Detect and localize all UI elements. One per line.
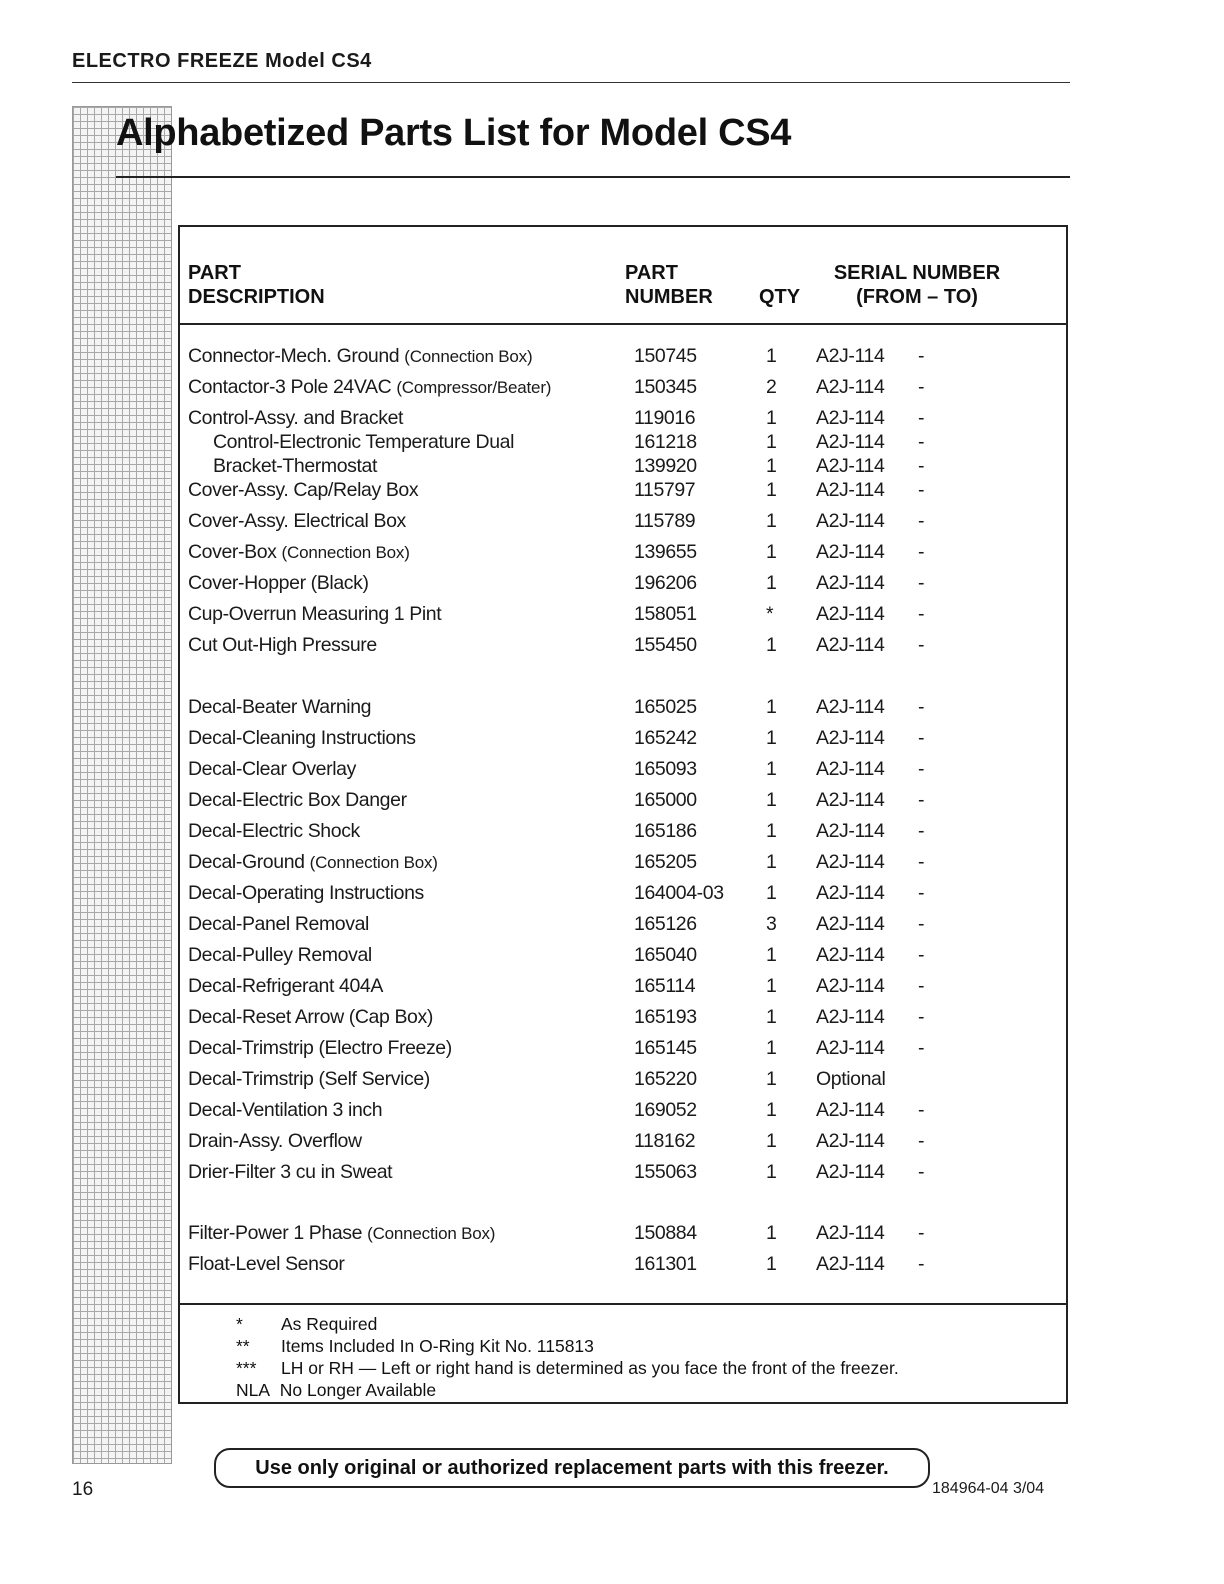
quantity: 1	[766, 634, 777, 656]
table-row	[180, 695, 1066, 719]
title-divider	[116, 176, 1070, 178]
table-row	[180, 1005, 1066, 1029]
grid-decoration	[72, 106, 172, 1464]
table-row	[180, 454, 1066, 478]
serial-from: A2J-114	[816, 944, 885, 966]
table-row	[180, 571, 1066, 595]
part-note: (Connection Box)	[404, 347, 533, 366]
part-description: Decal-Ventilation 3 inch	[188, 1099, 383, 1121]
table-row	[180, 974, 1066, 998]
serial-from: A2J-114	[816, 541, 885, 563]
part-number: 165126	[634, 913, 697, 935]
quantity: *	[766, 603, 774, 625]
serial-to: -	[918, 510, 925, 532]
quantity: 1	[766, 345, 777, 367]
serial-to: -	[918, 345, 925, 367]
serial-from: A2J-114	[816, 1006, 885, 1028]
serial-to: -	[918, 376, 925, 398]
part-number: 119016	[634, 407, 696, 429]
serial-to: -	[918, 727, 925, 749]
part-number: 169052	[634, 1099, 697, 1121]
part-number: 158051	[634, 603, 697, 625]
serial-from: A2J-114	[816, 376, 885, 398]
serial-from: A2J-114	[816, 431, 885, 453]
part-description-cell	[188, 1221, 495, 1246]
part-description: Drier-Filter 3 cu in Sweat	[188, 1161, 393, 1183]
part-description: Cover-Assy. Cap/Relay Box	[188, 479, 419, 501]
table-row	[180, 757, 1066, 781]
part-number: 155450	[634, 634, 697, 656]
table-row	[180, 881, 1066, 905]
part-description: Cover-Box	[188, 541, 277, 563]
part-description: Cut Out-High Pressure	[188, 634, 377, 656]
part-description: Filter-Power 1 Phase	[188, 1222, 363, 1244]
part-number: 165145	[634, 1037, 697, 1059]
serial-to: -	[918, 1130, 925, 1152]
part-number: 115789	[634, 510, 696, 532]
quantity: 1	[766, 727, 777, 749]
serial-from: A2J-114	[816, 820, 885, 842]
part-description: Float-Level Sensor	[188, 1253, 345, 1275]
table-row	[180, 1067, 1066, 1091]
part-description: Cup-Overrun Measuring 1 Pint	[188, 603, 442, 625]
quantity: 2	[766, 376, 777, 398]
table-row	[180, 912, 1066, 936]
serial-to: -	[918, 975, 925, 997]
part-note: (Compressor/Beater)	[396, 378, 552, 397]
part-description: Decal-Refrigerant 404A	[188, 975, 383, 997]
part-number: 165093	[634, 758, 697, 780]
serial-to: -	[918, 407, 925, 429]
serial-from: A2J-114	[816, 407, 885, 429]
quantity: 1	[766, 944, 777, 966]
part-number: 150745	[634, 345, 697, 367]
table-row	[180, 406, 1066, 430]
part-number: 139920	[634, 455, 697, 477]
table-row	[180, 1160, 1066, 1184]
page-number: 16	[72, 1479, 94, 1500]
serial-to: -	[918, 820, 925, 842]
serial-from: A2J-114	[816, 479, 885, 501]
part-description: Decal-Electric Box Danger	[188, 789, 407, 811]
table-row	[180, 1098, 1066, 1122]
serial-to: -	[918, 1253, 925, 1275]
part-number: 165040	[634, 944, 697, 966]
serial-to: -	[918, 541, 925, 563]
serial-to: -	[918, 431, 925, 453]
serial-from: A2J-114	[816, 603, 885, 625]
part-description: Control-Electronic Temperature Dual	[213, 431, 515, 453]
serial-to: -	[918, 1099, 925, 1121]
part-number: 165025	[634, 696, 697, 718]
quantity: 1	[766, 572, 777, 594]
serial-to: -	[918, 1006, 925, 1028]
serial-from: A2J-114	[816, 727, 885, 749]
quantity: 1	[766, 1037, 777, 1059]
table-row	[180, 602, 1066, 626]
part-number: 196206	[634, 572, 697, 594]
serial-from: A2J-114	[816, 1130, 885, 1152]
table-row	[180, 943, 1066, 967]
serial-from: A2J-114	[816, 975, 885, 997]
part-description-cell	[188, 850, 438, 875]
serial-to: -	[918, 572, 925, 594]
quantity: 1	[766, 851, 777, 873]
part-number: 115797	[634, 479, 696, 501]
quantity: 1	[766, 455, 777, 477]
part-description: Decal-Operating Instructions	[188, 882, 424, 904]
quantity: 1	[766, 1253, 777, 1275]
table-row	[180, 430, 1066, 454]
serial-from: A2J-114	[816, 851, 885, 873]
part-description: Connector-Mech. Ground	[188, 345, 400, 367]
part-note: (Connection Box)	[367, 1224, 496, 1243]
quantity: 1	[766, 758, 777, 780]
column-header-description: PART DESCRIPTION	[188, 262, 325, 308]
part-description: Decal-Ground	[188, 851, 305, 873]
part-number: 165114	[634, 975, 696, 997]
part-number: 150345	[634, 376, 697, 398]
part-description: Decal-Reset Arrow (Cap Box)	[188, 1006, 433, 1028]
part-number: 165220	[634, 1068, 697, 1090]
part-number: 150884	[634, 1222, 697, 1244]
part-description-cell	[188, 375, 551, 400]
part-number: 139655	[634, 541, 697, 563]
part-description: Cover-Assy. Electrical Box	[188, 510, 406, 532]
serial-to: -	[918, 1037, 925, 1059]
part-number: 161218	[634, 431, 697, 453]
column-header-part-number: PART NUMBER	[625, 262, 713, 308]
part-description: Decal-Beater Warning	[188, 696, 372, 718]
header-divider	[72, 82, 1070, 83]
part-description: Control-Assy. and Bracket	[188, 407, 404, 429]
serial-to: -	[918, 455, 925, 477]
serial-from: A2J-114	[816, 882, 885, 904]
serial-from: A2J-114	[816, 572, 885, 594]
table-row	[180, 819, 1066, 843]
table-row	[180, 1221, 1066, 1245]
table-row	[180, 1252, 1066, 1276]
serial-from: A2J-114	[816, 634, 885, 656]
part-number: 164004-03	[634, 882, 724, 904]
quantity: 1	[766, 1006, 777, 1028]
serial-from: A2J-114	[816, 1161, 885, 1183]
part-description: Contactor-3 Pole 24VAC	[188, 376, 392, 398]
serial-to: -	[918, 1161, 925, 1183]
quantity: 1	[766, 1222, 777, 1244]
part-number: 165193	[634, 1006, 697, 1028]
part-number: 165186	[634, 820, 697, 842]
serial-from: A2J-114	[816, 913, 885, 935]
part-note: (Connection Box)	[309, 853, 438, 872]
quantity: 1	[766, 789, 777, 811]
table-row	[180, 478, 1066, 502]
part-description: Decal-Panel Removal	[188, 913, 369, 935]
replacement-parts-notice: Use only original or authorized replacement parts with this freezer.	[214, 1448, 930, 1488]
part-description: Drain-Assy. Overflow	[188, 1130, 362, 1152]
document-code: 184964-04 3/04	[932, 1480, 1045, 1497]
part-description: Bracket-Thermostat	[213, 455, 378, 477]
serial-to: -	[918, 913, 925, 935]
part-description: Decal-Clear Overlay	[188, 758, 356, 780]
table-row	[180, 1036, 1066, 1060]
part-number: 165205	[634, 851, 697, 873]
quantity: 1	[766, 820, 777, 842]
quantity: 1	[766, 1068, 777, 1090]
quantity: 1	[766, 696, 777, 718]
serial-from: A2J-114	[816, 789, 885, 811]
table-row	[180, 509, 1066, 533]
serial-to: -	[918, 789, 925, 811]
quantity: 1	[766, 431, 777, 453]
part-number: 161301	[634, 1253, 697, 1275]
serial-to: -	[918, 1222, 925, 1244]
part-description: Decal-Trimstrip (Electro Freeze)	[188, 1037, 452, 1059]
table-row	[180, 344, 1066, 368]
page-title: Alphabetized Parts List for Model CS4	[116, 112, 792, 154]
quantity: 1	[766, 1161, 777, 1183]
serial-from: A2J-114	[816, 758, 885, 780]
serial-from: A2J-114	[816, 1253, 885, 1275]
table-row	[180, 726, 1066, 750]
part-description: Decal-Trimstrip (Self Service)	[188, 1068, 430, 1090]
part-description: Decal-Cleaning Instructions	[188, 727, 416, 749]
serial-from: A2J-114	[816, 510, 885, 532]
header-divider-line	[180, 323, 1066, 325]
column-header-serial-number: SERIAL NUMBER (FROM – TO)	[833, 262, 1001, 308]
parts-table: PART DESCRIPTION PART NUMBER QTY SERIAL NUMBER (FROM – TO) Connector-Mech. Ground (Connection Box) 150745 1 A2J-114 - Contactor-3 Pole 24VAC (Compressor/Beater) 150345 2 A2J-114 - Control-Assy. and Bracket 119016 1 A2J-114 - Control-Electronic Temperature Dual 161218 1 A2J-114 - Bracket-Thermostat 139920 1 A2J-114 - Cover-Assy. Cap/Relay Box 115797 1 A2J-114 - Cover-Assy. Electrical Box 115789 1 A2J-114 - Cover-Box (Connection Box) 139655 1 A2J-114 - Cover-Hopper (Black) 196206 1 A2J-114 - Cup-Overrun Measuring 1 Pint 158051 * A2J-114 - Cut Out-High Pressure 155450 1 A2J-114 - Decal-Beater Warning 165025 1 A2J-114 - Decal-Cleaning Instructions 165242 1 A2J-114 - Decal-Clear Overlay 165093 1 A2J-114 - Decal-Electric Box Danger 165000 1 A2J-114 - Decal-Electric Shock 165186 1 A2J-114 - Decal-Ground (Connection Box) 165205 1 A2J-114 - Decal-Operating Instructions 164004-03 1 A2J-114 - Decal-Panel Removal 165126 3 A2J-114 - Decal-Pulley Removal 165040 1 A2J-114 - Decal-Refrigerant 404A 165114 1 A2J-114 - Decal-Reset Arrow (Cap Box) 165193 1 A2J-114 - Decal-Trimstrip (Electro Freeze) 165145 1 A2J-114 - Decal-Trimstrip (Self Service) 165220 1 Optional Decal-Ventilation 3 inch 169052 1 A2J-114 - Drain-Assy. Overflow 118162 1 A2J-114 - Drier-Filter 3 cu in Sweat 155063 1 A2J-114 - Filter-Power 1 Phase (Connection Box) 150884 1 A2J-114 - Float-Level Sensor 161301 1 A2J-114 - * As Required ** Items Included In O-Ring Kit No. 115813 *** LH or RH — Left or right hand is determined as you face the front of the freezer. NLA No Longer Available	[178, 225, 1068, 1404]
part-description-cell	[188, 344, 532, 369]
column-header-qty: QTY	[759, 286, 801, 308]
table-row	[180, 788, 1066, 812]
serial-to: -	[918, 758, 925, 780]
serial-from: A2J-114	[816, 696, 885, 718]
serial-from: A2J-114	[816, 455, 885, 477]
quantity: 1	[766, 407, 777, 429]
serial-from: A2J-114	[816, 1037, 885, 1059]
quantity: 1	[766, 1130, 777, 1152]
serial-to: -	[918, 696, 925, 718]
quantity: 1	[766, 1099, 777, 1121]
footnote-divider-line	[180, 1303, 1066, 1305]
part-description: Decal-Pulley Removal	[188, 944, 372, 966]
part-number: 155063	[634, 1161, 697, 1183]
quantity: 1	[766, 510, 777, 532]
quantity: 1	[766, 479, 777, 501]
serial-to: -	[918, 634, 925, 656]
serial-to: -	[918, 479, 925, 501]
quantity: 3	[766, 913, 777, 935]
serial-to: -	[918, 882, 925, 904]
table-row	[180, 375, 1066, 399]
part-description-cell	[188, 540, 410, 565]
quantity: 1	[766, 541, 777, 563]
quantity: 1	[766, 882, 777, 904]
serial-from: A2J-114	[816, 345, 885, 367]
serial-from: Optional	[816, 1068, 886, 1090]
table-row	[180, 540, 1066, 564]
part-note: (Connection Box)	[281, 543, 410, 562]
part-description: Cover-Hopper (Black)	[188, 572, 369, 594]
serial-to: -	[918, 851, 925, 873]
part-number: 165242	[634, 727, 697, 749]
table-row	[180, 1129, 1066, 1153]
part-description: Decal-Electric Shock	[188, 820, 360, 842]
table-row	[180, 850, 1066, 874]
part-number: 118162	[634, 1130, 696, 1152]
serial-to: -	[918, 603, 925, 625]
serial-from: A2J-114	[816, 1099, 885, 1121]
serial-from: A2J-114	[816, 1222, 885, 1244]
part-number: 165000	[634, 789, 697, 811]
table-row	[180, 633, 1066, 657]
header-title: ELECTRO FREEZE Model CS4	[72, 50, 372, 72]
quantity: 1	[766, 975, 777, 997]
serial-to: -	[918, 944, 925, 966]
